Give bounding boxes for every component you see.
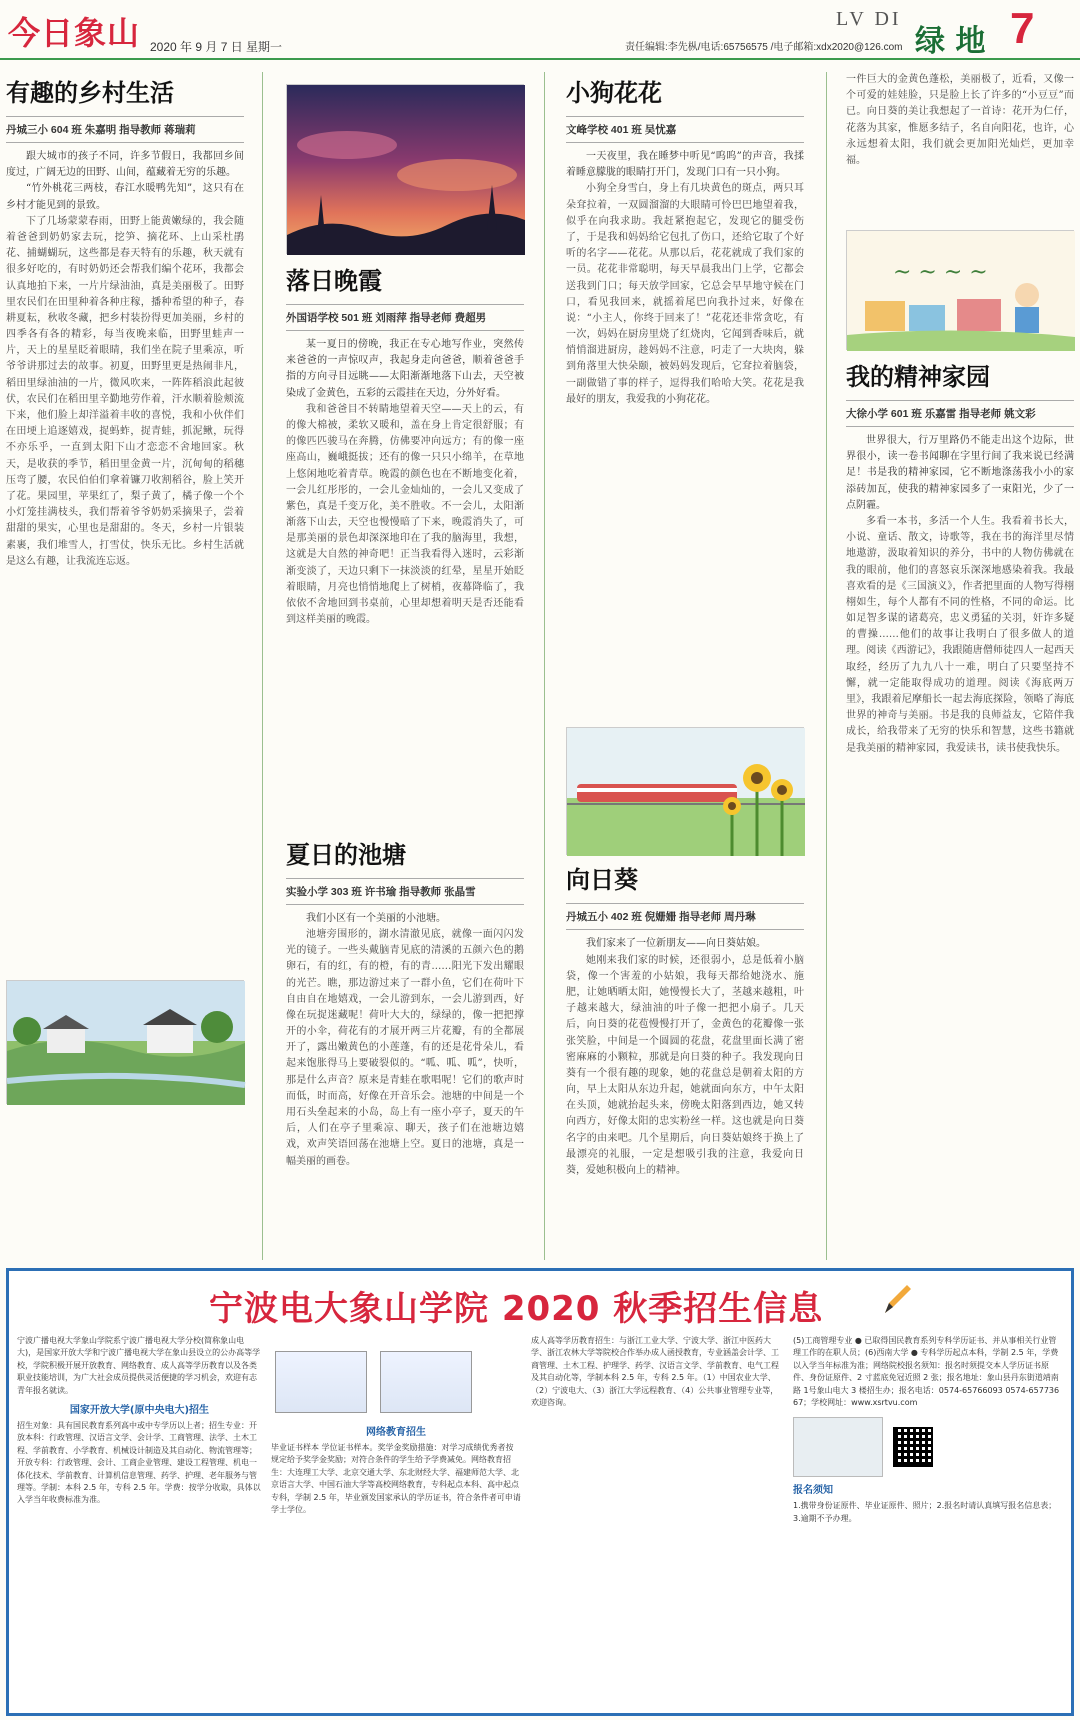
map-image: [793, 1417, 883, 1477]
sunflower-train-illustration: [566, 727, 804, 855]
paragraph: 我们小区有一个美丽的小池塘。: [306, 912, 446, 924]
paragraph: 我们家来了一位新朋友——向日葵姑娘。: [586, 938, 766, 950]
article-title: 我的精神家园: [846, 363, 990, 391]
article-byline: 丹城五小 402 班 倪姗姗 指导老师 周丹琳: [566, 903, 804, 930]
editor-info: 责任编辑:李先枞/电话:65756575 /电子邮箱:xdx2020@126.com: [625, 42, 903, 53]
paragraph: 世界很大，行万里路仍不能走出这个边际，世界很小，读一卷书闻聊在字里行间了我来说已经满足！书是我的精神家园，它不断地涤荡我小小的家添砖加瓦，使我的精神家园多了一束阳光，少了一点阴霾。: [846, 435, 1074, 511]
article-byline: 外国语学校 501 班 刘雨萍 指导老师 费超男: [286, 304, 524, 331]
ad-column-1: [17, 1335, 262, 1711]
article-byline: 文峰学校 401 班 吴忧嘉: [566, 116, 804, 143]
newspaper-logo: 今日象山: [8, 14, 141, 52]
article-title: 小狗花花: [566, 79, 662, 107]
svg-text:~ ~ ~ ~: ~ ~ ~ ~: [893, 260, 988, 285]
ad-intro: 宁波广播电视大学象山学院系宁波广播电视大学分校(简称象山电大)，是国家开放大学和宁波广播电视大学在象山县设立的公办高等学校，学院积极开展开放教育、网络教育、成人高等学历教育以及各类职业技能培训，为广大社会成员提供灵活便捷的学习机会，欢迎有志青年报名就读。: [17, 1336, 261, 1395]
ad-section-text: 招生对象：具有国民教育系列高中或中专学历以上者；招生专业：开放本科：行政管理、汉语言文学、会计学、工商管理、法学、土木工程、学前教育、小学教育、机械设计制造及其自动化、物流管理等；开放专科：行政管理、会计、工商企业管理、建设工程管理、机电一体化技术、学前教育、计算机信息管理、药学、护理、老年服务与管理等。学制：本科 2.5 年，专科 2.5 年。学费：按学分收取，具体以入学当年收费标准为准。: [17, 1420, 261, 1505]
article-byline: 实验小学 303 班 许书瑜 指导教师 张晶雪: [286, 878, 524, 905]
article-body-text: 我和爸爸目不转睛地望着天空——天上的云，有的像大棉被，柔软又暖和，盖在身上肯定很舒服；有的像匹匹骏马在奔腾，仿佛要冲向远方；有的像一座座高山，巍峨挺拔；还有的像一只只小绵羊，在草地上悠闲地吃着青草。晚霞的颜色也在不断地变化着，一会儿红彤彤的，一会儿金灿灿的，一会儿又变成了紫色，真是千变万化，美不胜收。不一会儿，太阳渐渐落下山去，天空也慢慢暗了下来，晚霞消失了，可是那美丽的景色却深深地印在了我的脑海里，我想，这就是大自然的神奇吧！正当我看得入迷时，云彩渐渐变淡了，天边只剩下一抹淡淡的红晕，星星开始眨着眼睛，月亮也悄悄地爬上了树梢，夜幕降临了，我依依不舍地回到书桌前，心里却想着明天是否还能看到这样美丽的晚霞。: [286, 403, 524, 626]
article-byline: 丹城三小 604 班 朱嘉明 指导教师 蒋瑞莉: [6, 116, 244, 143]
article-byline: 大徐小学 601 班 乐嘉雷 指导老师 姚文彩: [846, 400, 1074, 427]
article-body: [846, 433, 1074, 514]
notes-text: 1.携带身份证原件、毕业证原件、照片；2.报名时请认真填写报名信息表；3.逾期不予办理。: [793, 1501, 1057, 1523]
notes-heading: 报名须知: [793, 1485, 833, 1497]
ad-column-2: [271, 1335, 521, 1711]
pen-icon: [879, 1281, 915, 1317]
ad-column-4: [793, 1335, 1063, 1711]
enrollment-advertisement: [6, 1268, 1074, 1716]
paragraph: 跟大城市的孩子不同，许多节假日，我都回乡间度过，广阔无边的田野、山间，蕴藏着无穷的乐趣。: [6, 151, 244, 179]
article-body: [286, 911, 524, 927]
ad-section-text: 成人高等学历教育招生：与浙江工业大学、宁波大学、浙江中医药大学、浙江农林大学等院校合作举办成人函授教育，专业涵盖会计学、工商管理、土木工程、护理学、药学、汉语言文学、学前教育、电气工程及其自动化等，学制本科 2.5 年，专科 2.5 年。（1）中国农业大学、（2）宁波电大、（3）浙江大学远程教育、（4）公共事业管理专业等，欢迎咨询。: [531, 1336, 779, 1407]
article-body-text: 她刚来我们家的时候，还很弱小，总是低着小脑袋，像一个害羞的小姑娘，我每天都给她浇水、施肥，让她晒晒太阳，她慢慢长大了，茎越来越粗，叶子越来越大，绿油油的叶子像一把把小扇子。几天后，向日葵的花苞慢慢打开了，金黄色的花瓣像一张张笑脸，中间是一个圆圆的花盘，花盘里面长满了密密麻麻的小颗粒，那就是向日葵的种子。我发现向日葵有一个很有趣的现象，她的花盘总是朝着太阳的方向，早上太阳从东边升起，她就面向东方，中午太阳在头顶，她就抬起头来，傍晚太阳落到西边，她又转向西方，好像太阳的忠实粉丝一样。这也就是向日葵名字的由来吧。几个星期后，向日葵姑娘终于换上了最漂亮的礼服，一定是想吸引我的注意，我爱向日葵，爱她积极向上的精神。: [566, 954, 804, 1176]
article-body-text: 下了几场蒙蒙春雨，田野上能黄嫩绿的，我会随着爸爸到奶奶家去玩，挖笋、摘花环、上山采杜鹃花、捕蝴蝴玩，这些都是春天特有的乐趣，秋天就有很多好吃的，有时奶奶还会帮我们编个花环，我都会认真地拍下来，一片片绿油油，真是美丽极了。田野里农民们在田里种着各种庄稼，播种希望的种子，春耕夏耘，秋收冬藏，把乡村装扮得更加美丽，乡村的四季各有各的精彩，每当夜晚来临，田野里蛙声一片，天上的星星眨着眼睛，我们坐在院子里乘凉，听爷爷讲那过去的故事。初夏，田野里更是热闹非凡，稻田里绿油油的一片，微风吹来，一阵阵稻浪此起彼伏，农民们在稻田里辛勤地劳作着，汗水顺着脸颊流下来，他们脸上却洋溢着丰收的喜悦，我和小伙伴们在田埂上追逐嬉戏，捉蚂蚱，捉青蛙，抓泥鳅，玩得不亦乐乎，一直到太阳下山才恋恋不舍地回家。秋天，是收获的季节，稻田里金黄一片，沉甸甸的稻穗压弯了腰，农民伯伯们拿着镰刀收割稻谷，脸上笑开了花。果园里，苹果红了，梨子黄了，橘子像一个个小灯笼挂满枝头，我们帮着爷爷奶奶采摘果子，尝着甜甜的果实，心里也是甜甜的。冬天，乡村一片银装素裹，我们堆雪人，打雪仗，快乐无比。乡村生活就是这么有趣，让我流连忘返。: [6, 215, 244, 567]
ad-section-text: (5)工商管理专业 ● 已取得国民教育系列专科学历证书、并从事相关行业管理工作的在职人员；(6)西南大学 ● 专科学历起点本科，学制 2.5 年，学费以入学当年标准为准；网络院校报名须知：报名时须提交本人学历证书原件、身份证原件、2 寸蓝底免冠近照 2 张；报名地址：象山县丹东街道靖南路 1号象山电大 3 楼招生办；报名电话：0574-65766093 0574-65773667；学校网址：www.xsrtvu.com: [793, 1336, 1060, 1407]
issue-date: 2020 年 9 月 7 日 星期一: [150, 40, 283, 54]
article-title: 有趣的乡村生活: [6, 79, 174, 107]
ad-column-3: [531, 1335, 783, 1711]
page-number: 7: [1010, 4, 1035, 53]
paragraph: 某一夏日的傍晚，我正在专心地写作业，突然传来爸爸的一声惊叹声，我起身走向爸爸，顺着爸爸手指的方向寻目远眺——太阳渐渐地落下山去，天空被染成了金黄色，五彩的云霞挂在天边，分外好看。: [286, 339, 524, 399]
ad-title: 宁波电大象山学院 2020 秋季招生信息: [209, 1289, 824, 1329]
ad-section-heading: 国家开放大学(原中央电大)招生: [69, 1404, 210, 1416]
article-body: [286, 337, 524, 402]
article-continued-text: 一件巨大的金黄色蓬松，美丽极了，近看，又像一个可爱的娃娃脸，只是脸上长了许多的“小豆豆”而已。向日葵的美让我想起了一首诗：花开为仁仔，花落为其家，惟愿多结子，名自向阳花，也许，心永远想着太阳，我们就会更加阳光灿烂，更加幸福。: [846, 74, 1074, 166]
column-2: [286, 72, 524, 1260]
article-title: 落日晚霞: [286, 267, 382, 295]
section-pinyin: LV DI: [836, 8, 902, 30]
article-body-text: 小狗全身雪白，身上有几块黄色的斑点，两只耳朵耷拉着，一双圆溜溜的大眼睛可怜巴巴地望着我，似乎在向我求助。我赶紧抱起它，发现它的腿受伤了，于是我和妈妈给它包扎了伤口，还给它取了个好听的名字——花花。从那以后，花花就成了我们家的一员。花花非常聪明，每天早晨我出门上学，它都会送我到门口；每天放学回家，它总会早早地守候在门口，看见我回来，就摇着尾巴向我扑过来，好像在说：“小主人，你终于回来了！”花花还非常贪吃，有一次，妈妈在厨房里烧了红烧肉，它闻到香味后，就悄悄溜进厨房，趁妈妈不注意，叼走了一大块肉，躲到角落里大快朵颐，被妈妈发现后，它耷拉着脑袋，一副做错了事的样子，逗得我们哈哈大笑。花花是我最好的朋友，我爱我的小狗花花。: [566, 183, 804, 405]
degree-certificate-sample-image: [380, 1351, 472, 1413]
paragraph: “竹外桃花三两枝，春江水暖鸭先知”，这只有在乡村才能见到的景致。: [6, 183, 244, 211]
article-body: [566, 149, 804, 181]
section-name: 绿 地: [915, 24, 986, 59]
masthead: [0, 0, 1080, 60]
reading-books-illustration: [846, 230, 1074, 350]
article-body-text: 多看一本书，多活一个人生。我看着书长大，小说、童话、散文，诗歌等，我在书的海洋里尽情地遨游，汲取着知识的养分，书中的人物仿佛就在我的眼前，他们的喜怒哀乐深深地感染着我。我最喜欢看的是《三国演义》，作者把里面的人物写得栩栩如生，每个人都有不同的性格，不同的命运。比如足智多谋的诸葛亮，忠义勇猛的关羽，奸诈多疑的曹操……他们的故事让我明白了很多做人的道理。阅读《西游记》，我跟随唐僧师徒四人一起西天取经，经历了九九八十一难，明白了只要坚持不懈，就一定能取得成功的道理。阅读《海底两万里》，我跟着尼摩船长一起去海底探险，领略了海底世界的神奇与美丽。书是我的良师益友，它陪伴我成长，给我带来了无穷的快乐和智慧，这些书籍就是我美丽的精神家园，我爱读书，读书使我快乐。: [846, 515, 1074, 754]
article-title: 夏日的池塘: [286, 840, 406, 869]
ad-section-text: 毕业证书样本 学位证书样本。奖学金奖励措施：对学习成绩优秀者按规定给予奖学金奖励；对符合条件的学生给予学费减免。网络教育招生：大连理工大学、北京交通大学、东北财经大学、福建师范大学、北京语言大学、中国石油大学等高校网络教育，专科起点本科、高中起点专科，学制 2.5 年，毕业颁发国家承认的学历证书，符合条件者可申请学士学位。: [271, 1443, 521, 1514]
column-3: [566, 72, 804, 1260]
village-illustration: [6, 980, 244, 1104]
ad-section-heading: 网络教育招生: [366, 1427, 426, 1438]
column-divider: [262, 72, 263, 1260]
paragraph: 一天夜里，我在睡梦中听见“呜呜”的声音，我揉着睡意朦胧的眼睛打开门，发现门口有一只小狗。: [566, 151, 804, 179]
column-1: [6, 72, 244, 1260]
diploma-sample-image: [275, 1351, 367, 1413]
column-divider: [826, 72, 827, 1260]
article-body-text: 池塘旁围形的，湖水清澈见底，就像一面闪闪发光的镜子。一些头戴脑青见底的清溪的五颜六色的鹅卵石，有的红，有的橙，有的青……阳光下发出耀眼的光芒。瞧，那边游过来了一群小鱼，它们在荷叶下自由自在地嬉戏，一会儿游到东，一会儿游到西，好像在玩捉迷藏呢！荷叶大大的，绿绿的，像一把把撑开的小伞，荷花有的才展开两三片花瓣，有的全都展开了，露出嫩黄色的小莲蓬，有的还是花骨朵儿，看起来饱胀得马上要破裂似的。“呱、呱、呱”，快听，那是什么声音？原来是青蛙在歌唱呢！它们的歌声时而低，时而高，好像在开音乐会。池塘的中间是一个用石头垒起来的小岛，岛上有一座小亭子，夏天的午后，人们在亭子里乘凉、聊天，孩子们在池塘边嬉戏，欢声笑语回荡在池塘上空。夏日的池塘，真是一幅美丽的画卷。: [286, 928, 524, 1167]
column-4: [846, 72, 1074, 1260]
article-title: 向日葵: [566, 866, 638, 895]
article-body: [6, 149, 244, 214]
qr-code-icon: [893, 1427, 933, 1467]
article-body: [566, 936, 804, 952]
sunset-illustration: [286, 84, 524, 254]
column-divider: [544, 72, 545, 1260]
